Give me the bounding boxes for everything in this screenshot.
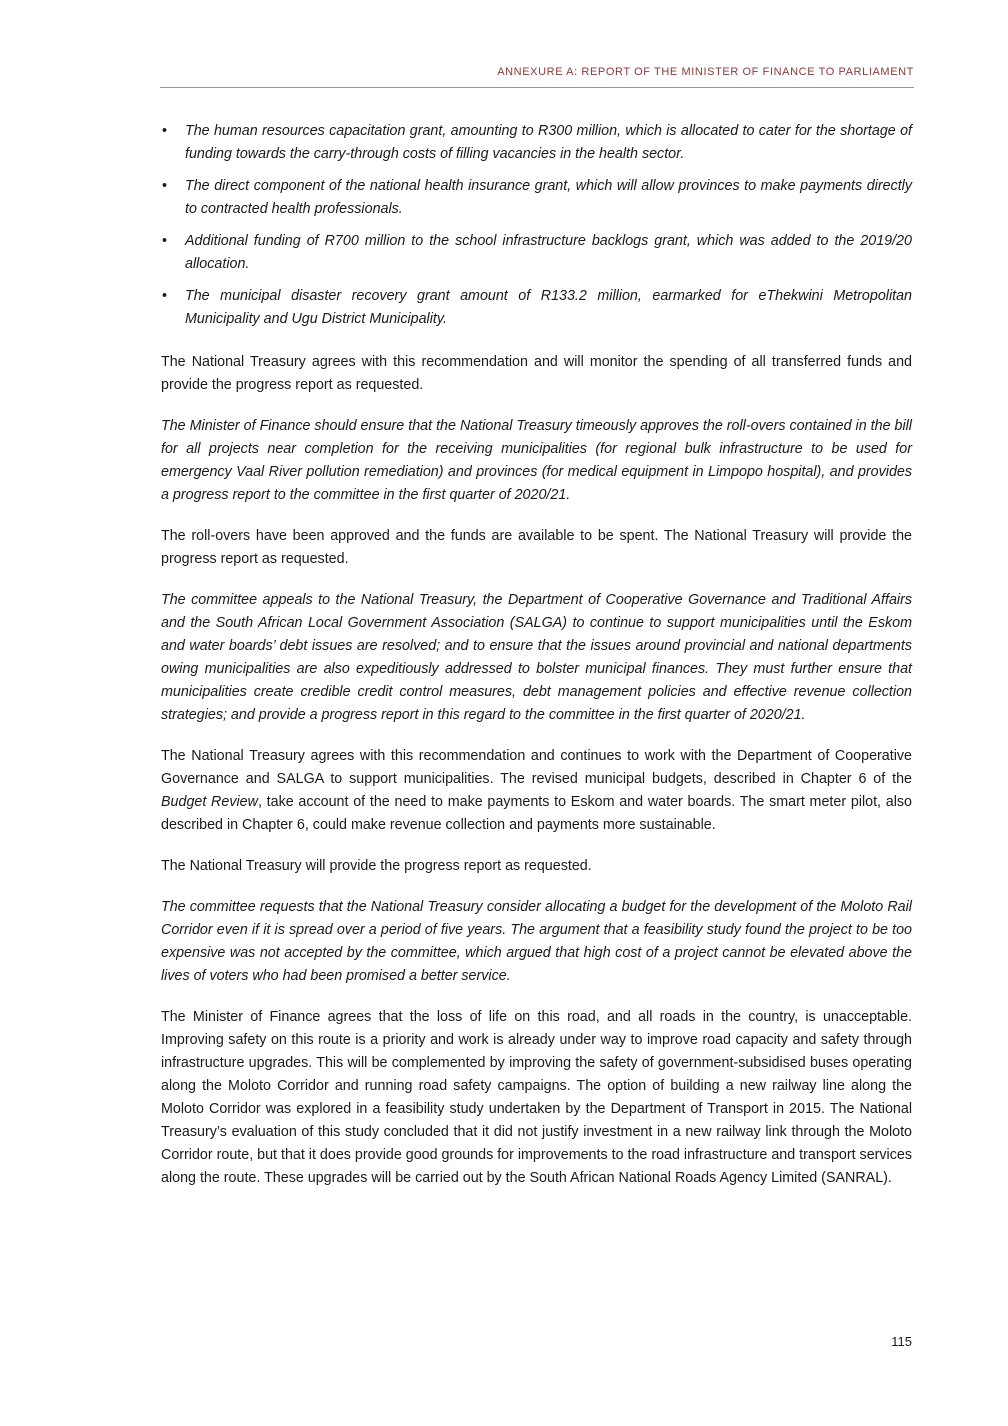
recommendation-paragraph: The Minister of Finance should ensure that the National Treasury timeously approves the roll-overs contained in the bill for all projects near completion for the receiving municipalities (for regional bulk infrastructure to be used for emergency Vaal River pollution remediation) and provinces (for medical equipment in Limpopo hospital), and provides a progress report to the committee in the first quarter of 2020/21. bbox=[161, 418, 912, 503]
list-item bbox=[161, 285, 912, 331]
list-item bbox=[161, 120, 912, 166]
bullet-text: The municipal disaster recovery grant amount of R133.2 million, earmarked for eThekwini Metropolitan Municipality and Ugu District Municipality. bbox=[185, 288, 912, 327]
response-paragraph: The National Treasury will provide the progress report as requested. bbox=[161, 858, 592, 874]
response-paragraph: The National Treasury agrees with this recommendation and will monitor the spending of all transferred funds and provide the progress report as requested. bbox=[161, 354, 912, 393]
bullet-text: Additional funding of R700 million to the school infrastructure backlogs grant, which was added to the 2019/20 allocation. bbox=[185, 233, 912, 272]
running-header: ANNEXURE A: REPORT OF THE MINISTER OF FINANCE TO PARLIAMENT bbox=[497, 66, 914, 78]
response-paragraph: The roll-overs have been approved and the funds are available to be spent. The National Treasury will provide the progress report as requested. bbox=[161, 528, 912, 567]
paragraph-text: , take account of the need to make payments to Eskom and water boards. The smart meter pilot, also described in Chapter 6, could make revenue collection and payments more sustainable. bbox=[161, 794, 912, 833]
header-rule bbox=[160, 87, 914, 88]
paragraph-text: The National Treasury agrees with this recommendation and continues to work with the Department of Cooperative Governance and SALGA to support municipalities. The revised municipal budgets, described in Chapter 6 of the bbox=[161, 748, 912, 787]
page-number: 115 bbox=[891, 1334, 912, 1349]
bullet-icon: • bbox=[162, 178, 168, 194]
bullet-icon: • bbox=[162, 233, 168, 249]
page-body bbox=[161, 120, 912, 1208]
recommendation-paragraph: The committee requests that the National Treasury consider allocating a budget for the development of the Moloto Rail Corridor even if it is spread over a period of five years. The argument that a feasibility study found the project to be too expensive was not accepted by the committee, which argued that high cost of a project cannot be elevated above the lives of voters who had been promised a better service. bbox=[161, 899, 912, 984]
bullet-text: The human resources capacitation grant, amounting to R300 million, which is allocated to cater for the shortage of funding towards the carry-through costs of filling vacancies in the health sector. bbox=[185, 123, 912, 162]
response-paragraph bbox=[161, 745, 912, 837]
bullet-icon: • bbox=[162, 123, 168, 139]
grant-bullet-list bbox=[161, 120, 912, 331]
bullet-icon: • bbox=[162, 288, 168, 304]
response-paragraph: The Minister of Finance agrees that the loss of life on this road, and all roads in the country, is unacceptable. Improving safety on this route is a priority and work is already under way to improve road capacity and safety through infrastructure upgrades. This will be complemented by improving the safety of government-subsidised buses operating along the Moloto Corridor and running road safety campaigns. The option of building a new railway line along the Moloto Corridor was explored in a feasibility study undertaken by the Department of Transport in 2015. The National Treasury’s evaluation of this study concluded that it did not justify investment in a new railway link through the Moloto Corridor route, but that it does provide good grounds for improvements to the road infrastructure and transport services along the route. These upgrades will be carried out by the South African National Roads Agency Limited (SANRAL). bbox=[161, 1009, 912, 1186]
bullet-text: The direct component of the national health insurance grant, which will allow provinces to make payments directly to contracted health professionals. bbox=[185, 178, 912, 217]
list-item bbox=[161, 175, 912, 221]
recommendation-paragraph: The committee appeals to the National Treasury, the Department of Cooperative Governance and Traditional Affairs and the South African Local Government Association (SALGA) to continue to support municipalities until the Eskom and water boards’ debt issues are resolved; and to ensure that the issues around provincial and national departments owing municipalities are also expeditiously addressed to bolster municipal finances. They must further ensure that municipalities create credible credit control measures, debt management policies and effective revenue collection strategies; and provide a progress report in this regard to the committee in the first quarter of 2020/21. bbox=[161, 592, 912, 723]
list-item bbox=[161, 230, 912, 276]
publication-title: Budget Review bbox=[161, 794, 258, 810]
